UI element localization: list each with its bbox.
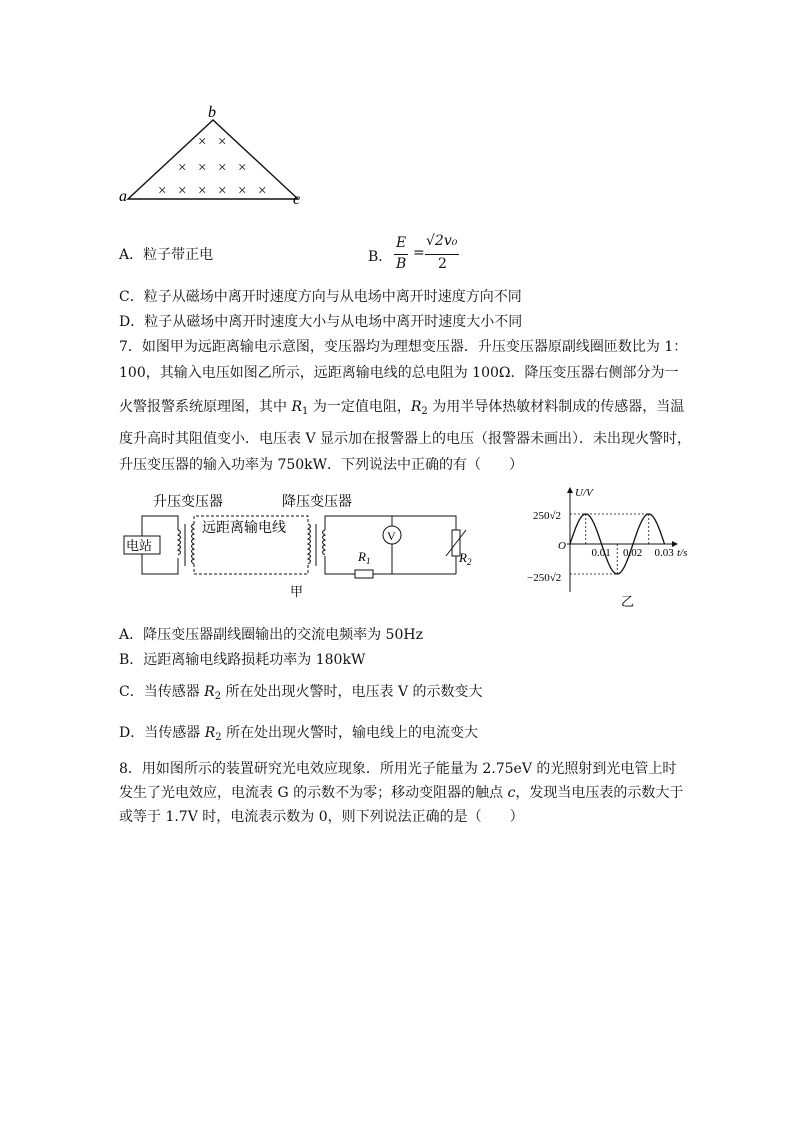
r2-label: $R_2$ bbox=[459, 550, 472, 567]
q8-text: ，发现当电压表的示数大于 bbox=[515, 785, 684, 801]
power-station-label: 电站 bbox=[126, 539, 153, 554]
field-cross: × bbox=[198, 134, 207, 150]
step-up-primary-coil bbox=[178, 530, 181, 555]
q8-stem-line1: 8．用如图所示的装置研究光电效应现象．所用光子能量为 2.75eV 的光照射到光电管上时 bbox=[119, 761, 677, 777]
r2-symbol: R bbox=[204, 684, 215, 700]
primary-loop bbox=[142, 516, 178, 536]
x-tick-label: 0.03 bbox=[654, 547, 674, 559]
field-cross: × bbox=[178, 160, 187, 176]
magnetic-field-crosses bbox=[158, 134, 266, 199]
y-axis-label: U/V bbox=[575, 487, 593, 499]
q8-stem-line2 bbox=[119, 784, 683, 802]
r2-symbol: R bbox=[410, 399, 422, 415]
step-down-secondary-coil bbox=[323, 530, 326, 555]
option-text: D．当传感器 bbox=[119, 725, 205, 741]
field-cross: × bbox=[218, 134, 227, 150]
step-up-transformer-label: 升压变压器 bbox=[153, 494, 223, 510]
q8-stem-line3: 或等于 1.7V 时，电流表示数为 0，则下列说法正确的是（ ） bbox=[119, 809, 524, 825]
r2-subscript: 2 bbox=[214, 691, 222, 702]
contact-c-symbol: c bbox=[507, 785, 516, 801]
r1-subscript: 1 bbox=[302, 406, 309, 417]
q7-stem-line3 bbox=[119, 398, 684, 421]
frac-rhs-den: 2 bbox=[438, 256, 447, 272]
step-up-secondary-coil bbox=[192, 524, 195, 564]
field-cross: × bbox=[158, 183, 167, 199]
ymax-label: 250√2 bbox=[533, 510, 562, 522]
field-cross: × bbox=[258, 183, 267, 199]
frac-e-num: E bbox=[396, 235, 407, 251]
r2-symbol: R bbox=[204, 725, 216, 741]
q7-option-a[interactable]: A．降压变压器副线圈输出的交流电频率为 50Hz bbox=[119, 627, 423, 643]
r1-symbol: R bbox=[291, 399, 302, 415]
q7-option-d[interactable] bbox=[119, 724, 478, 747]
r1-resistor bbox=[355, 570, 373, 578]
q7-text: 为用半导体热敏材料制成的传感器，当温 bbox=[427, 399, 685, 415]
graph-caption: 乙 bbox=[621, 595, 635, 610]
q6-option-c[interactable]: C．粒子从磁场中离开时速度方向与从电场中离开时速度方向不同 bbox=[119, 289, 522, 305]
x-tick-label: 0.02 bbox=[623, 547, 643, 559]
secondary-bottom-wire bbox=[325, 556, 355, 574]
q7-text: 火警报警系统原理图，其中 bbox=[119, 399, 292, 415]
q7-option-c[interactable] bbox=[119, 683, 483, 706]
ymin-label: −250√2 bbox=[527, 572, 562, 584]
x-axis-label: t/s bbox=[677, 547, 688, 559]
q7-stem-line5: 升压变压器的输入功率为 750kW．下列说法中正确的有（ ） bbox=[119, 457, 524, 473]
q7-stem-line1: 7．如图甲为远距离输电示意图，变压器均为理想变压器．升压变压器原副线圈匝数比为 1： bbox=[119, 339, 688, 355]
primary-loop-bottom bbox=[142, 554, 178, 574]
option-text: 所在处出现火警时，输电线上的电流变大 bbox=[221, 725, 479, 741]
frac-rhs-bar bbox=[425, 254, 459, 255]
frac-e-bar bbox=[394, 254, 408, 255]
voltage-time-graph bbox=[525, 480, 705, 610]
circuit-caption: 甲 bbox=[290, 585, 304, 600]
x-tick-labels bbox=[592, 547, 675, 559]
q7-stem-line2: 100，其输入电压如图乙所示，远距离输电线的总电阻为 100Ω．降压变压器右侧部分为一 bbox=[119, 365, 679, 381]
transmission-line-label: 远距离输电线 bbox=[202, 520, 286, 536]
vertex-b-label: b bbox=[208, 104, 216, 121]
frac-rhs-num: √2v₀ bbox=[426, 233, 458, 249]
vertex-a-label: a bbox=[119, 188, 127, 205]
q7-stem-line4: 度升高时其阻值变小．电压表 V 显示加在报警器上的电压（报警器未画出）．未出现火警时， bbox=[119, 431, 692, 447]
option-text: C．当传感器 bbox=[119, 684, 205, 700]
q7-option-b[interactable]: B．远距离输电线路损耗功率为 180kW bbox=[119, 652, 366, 668]
step-down-transformer-label: 降压变压器 bbox=[282, 494, 352, 510]
r2-subscript: 2 bbox=[215, 732, 222, 743]
q7-text: 为一定值电阻， bbox=[308, 399, 411, 415]
q6-option-b[interactable] bbox=[368, 232, 488, 276]
field-cross: × bbox=[178, 183, 187, 199]
field-cross: × bbox=[218, 160, 227, 176]
field-cross: × bbox=[238, 160, 247, 176]
option-text: 所在处出现火警时，电压表 V 的示数变大 bbox=[221, 684, 483, 700]
field-cross: × bbox=[198, 183, 207, 199]
x-tick-label: 0.01 bbox=[591, 547, 611, 559]
q6-option-a[interactable]: A．粒子带正电 bbox=[119, 247, 214, 263]
q8-text: 发生了光电效应，电流表 G 的示数不为零；移动变阻器的触点 bbox=[119, 785, 508, 801]
q6-option-b-label: B． bbox=[368, 249, 393, 265]
transmission-line-bottom bbox=[194, 564, 308, 574]
r1-label: $R_1$ bbox=[358, 549, 371, 566]
field-cross: × bbox=[218, 183, 227, 199]
field-cross: × bbox=[238, 183, 247, 199]
step-down-primary-coil bbox=[308, 524, 311, 564]
triangle-field-figure bbox=[115, 100, 315, 210]
voltmeter-label: V bbox=[387, 529, 396, 543]
equals-sign: = bbox=[413, 245, 425, 261]
triangle-abc bbox=[128, 120, 298, 199]
field-cross: × bbox=[198, 160, 207, 176]
vertex-c-label: c bbox=[293, 191, 301, 208]
r2-subscript: 2 bbox=[421, 406, 428, 417]
frac-b-den: B bbox=[396, 256, 407, 272]
q6-option-d[interactable]: D．粒子从磁场中离开时速度大小与从电场中离开时速度大小不同 bbox=[119, 314, 523, 330]
origin-label: O bbox=[558, 540, 566, 552]
transmission-circuit-diagram bbox=[118, 490, 488, 605]
